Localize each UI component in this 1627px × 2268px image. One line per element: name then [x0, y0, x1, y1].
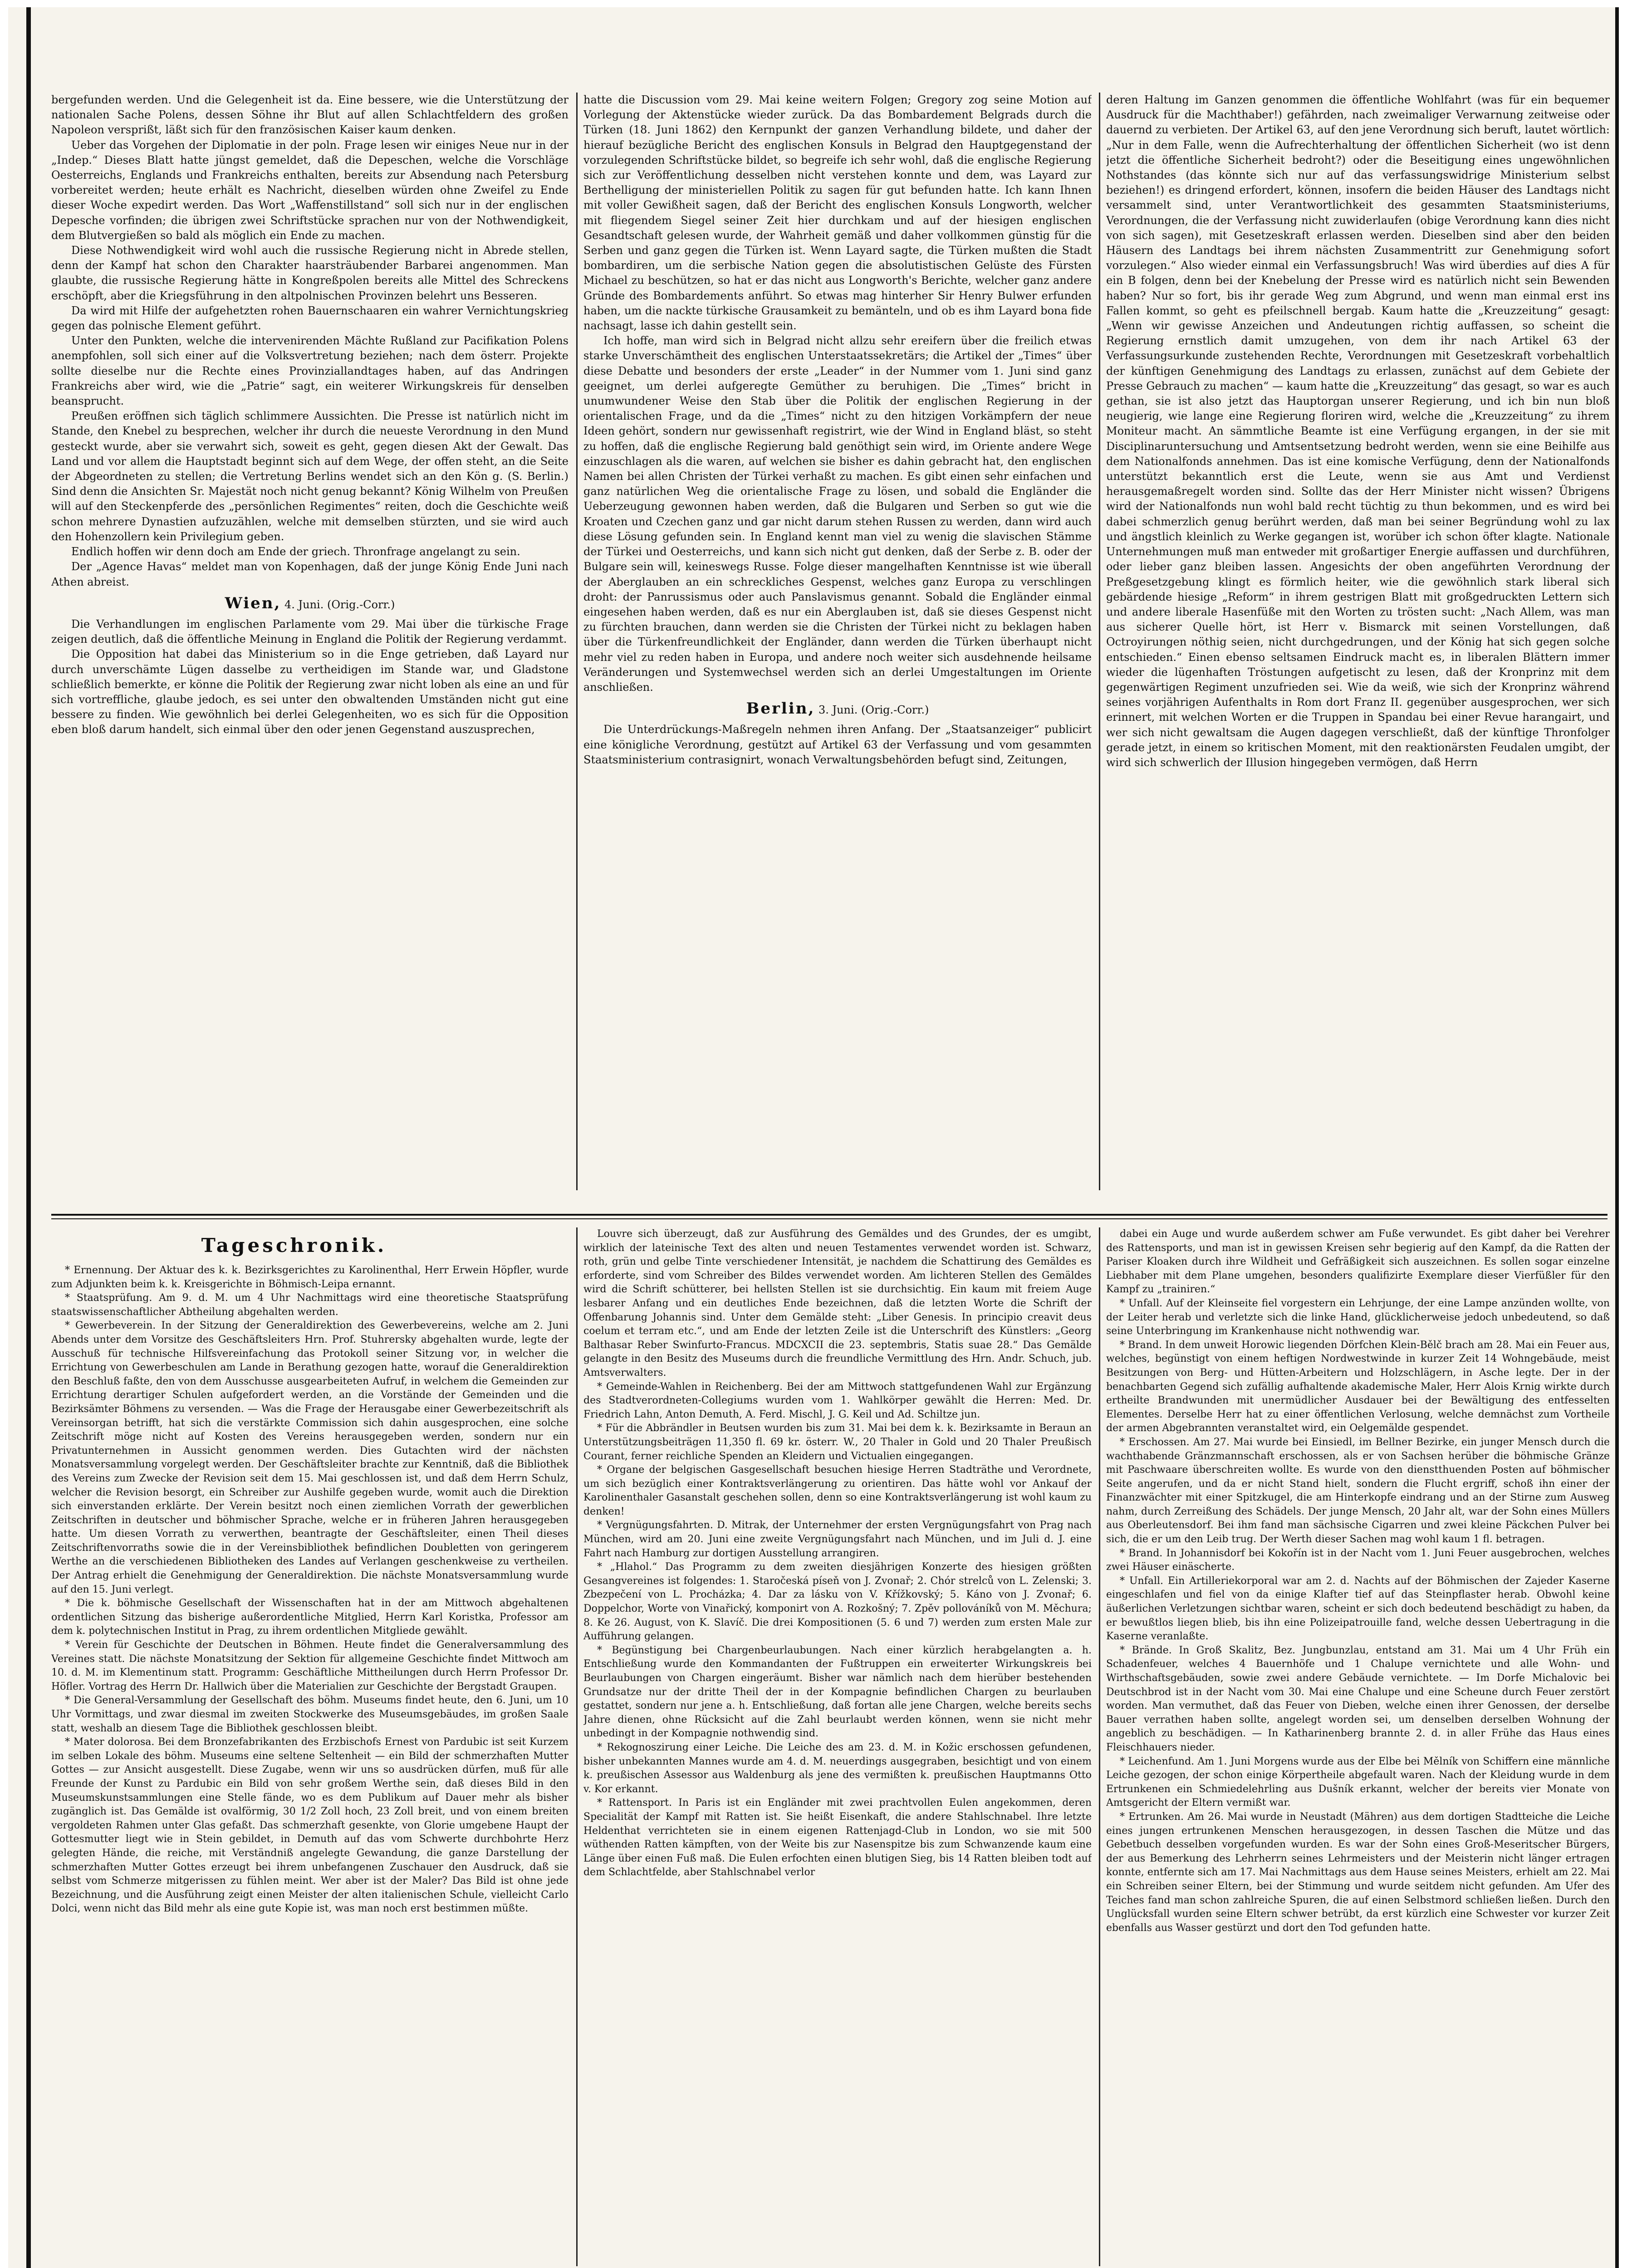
paragraph: bergefunden werden. Und die Gelegenheit ist da. Eine bessere, wie die Unterstützung der nationalen Sache Polens, dessen Söhne ihr Blut auf allen Schlachtfeldern des großen Napoleon versprißt, läßt sich für den französischen Kaiser kaum denken.	[51, 93, 568, 137]
news-item: * Gewerbeverein. In der Sitzung der Generaldirektion des Gewerbevereins, welche am 2. Juni Abends unter dem Vorsitze des Geschäftsleiters Hrn. Prof. Stuhrersky abgehalten wurde, legte der Ausschuß für technische Hilfsvereinfachung das Protokoll seiner Sitzung vor, in welcher die Errichtung von Gewerbeschulen am Lande in Berathung gezogen hatte, worauf die Generaldirektion den Beschluß faßte, den von dem Ausschusse ausgearbeiteten Aufruf, in welchem die Gemeinden zur Errichtung derartiger Schulen aufgefordert werden, an die Vorstände der Gemeinden und die Bezirksämter Böhmens zu versenden. — Was die Frage der Herausgabe einer Gewerbezeitschrift als Vereinsorgan betrifft, hat sich die verstärkte Commission sich dahin ausgesprochen, eine solche Zeitschrift möge nicht auf Kosten des Vereins herausgegeben werden, sondern nur ein Privatunternehmen in Aussicht genommen werden. Dies Gutachten wird der nächsten Monatsversammlung vorgelegt werden. Der Geschäftsleiter brachte zur Kenntniß, daß die Bibliothek des Vereins zum Zwecke der Revision seit dem 15. Mai geschlossen ist, und daß dem Herrn Schulz, welcher die Revision besorgt, ein Schreiber zur Aushilfe gegeben wurde, womit auch die Direktion sich einverstanden erklärte. Der Verein besitzt noch einen ziemlichen Vorrath der gewerblichen Zeitschriften in deutscher und böhmischer Sprache, welche er in früheren Jahren herausgegeben hatte. Um diesen Vorrath zu verwerthen, beantragte der Geschäftsleiter, einen Theil dieses Zeitschriftenvorraths sowie die in der Vereinsbibliothek befindlichen Doubletten von geringerem Werthe an die verschiedenen Bibliotheken des Landes auf Verlangen geschenkweise zu vertheilen. Der Antrag erhielt die Genehmigung der Generaldirektion. Die nächste Monatsversammlung wurde auf den 15. Juni verlegt.	[51, 1320, 568, 1595]
paragraph: Ich hoffe, man wird sich in Belgrad nicht allzu sehr ereifern über die freilich etwas starke Unverschämtheit des englischen Unterstaatssekretärs; die Artikel der „Times“ über diese Debatte und besonders der erste „Leader“ in der Nummer vom 1. Juni sind ganz geeignet, um derlei aufgeregte Gemüther zu beruhigen. Die „Times“ bricht in unumwundener Weise den Stab über die Politik der englischen Regierung in der orientalischen Frage, und da die „Times“ nicht zu den hitzigen Vorkämpfern der neue Ideen gehört, sondern nur gewissenhaft registrirt, wie der Wind in England bläst, so steht zu hoffen, daß die englische Regierung bald genöthigt sein wird, im Oriente andere Wege einzuschlagen als die waren, auf welchen sie bisher es dahin gebracht hat, den englischen Namen bei allen Christen der Türkei verhaßt zu machen. Es gibt einen sehr einfachen und ganz natürlichen Weg die orientalische Frage zu lösen, und sobald die Engländer die Ueberzeugung gewonnen haben werden, daß die Bulgaren und Serben so gut wie die Kroaten und Czechen ganz und gar nicht darum stehen Russen zu werden, dann wird auch diese Lösung gefunden sein. In England kennt man viel zu wenig die slavischen Stämme der Türkei und Oesterreichs, und kann sich nicht gut denken, daß der Serbe z. B. oder der Bulgare sein will, keineswegs Russe. Folge dieser mangelhaften Kenntnisse ist wie überall der Aberglauben an ein schreckliches Gespenst, welches ganz Europa zu verschlingen droht: der Panrussismus oder auch Panslavismus genannt. Sobald die Engländer einmal eingesehen haben werden, daß es nur ein Aberglauben ist, daß sie dieses Gespenst nicht zu fürchten brauchen, dann werden sie die Christen der Türkei nicht zu beklagen haben über die Türkenfreundlichkeit der Engländer, dann werden die Türken überhaupt nicht mehr viel zu reden haben in Europa, und andere noch weiter sich ausdehnende heilsame Veränderungen und Systemwechsel werden sich an derlei Umgestaltungen im Oriente anschließen.	[583, 334, 1092, 694]
top-column-2	[583, 93, 1092, 1190]
news-item: * Unfall. Ein Artilleriekorporal war am 2. d. Nachts auf der Böhmischen der Zajeder Kaserne eingeschlafen und fiel von da einige Klafter tief auf das Steinpflaster herab. Obwohl keine äußerlichen Verletzungen sichtbar waren, scheint er sich doch bedeutend beschädigt zu haben, da er bewußtlos liegen blieb, bis ihn eine Polizeipatrouille fand, welche dessen Uebertragung in die Kaserne veranlaßte.	[1106, 1575, 1610, 1642]
column-rule	[576, 1227, 578, 2266]
news-item: * Brand. In Johannisdorf bei Kokořín ist in der Nacht vom 1. Juni Feuer ausgebrochen, welches zwei Häuser einäscherte.	[1106, 1547, 1610, 1573]
right-page-edge	[1615, 7, 1619, 2268]
news-item: * Vergnügungsfahrten. D. Mitrak, der Unternehmer der ersten Vergnügungsfahrt von Prag nach München, wird am 20. Juni eine zweite Vergnügungsfahrt nach München, und im Juli d. J. eine Fahrt nach Hamburg zur dortigen Ausstellung arrangiren.	[583, 1520, 1092, 1559]
paragraph: Da wird mit Hilfe der aufgehetzten rohen Bauernschaaren ein wahrer Vernichtungskrieg gegen das polnische Element geführt.	[51, 304, 568, 332]
news-item: * Brände. In Groß Skalitz, Bez. Jungbunzlau, entstand am 31. Mai um 4 Uhr Früh ein Schadenfeuer, welches 4 Bauernhöfe und 1 Chalupe vernichtete und alle Wohn- und Wirthschaftsgebäuden, sowie zwei andere Gebäude vernichtete. — Im Dorfe Michalovic bei Deutschbrod ist in der Nacht vom 30. Mai eine Chalupe und eine Scheune durch Feuer zerstört worden. Man vermuthet, daß das Feuer von Dieben, welche einen ihrer Genossen, der derselbe Bauer verrathen haben sollte, angelegt worden sei, um denselben derselben Wohnung der angeblich zu beschädigen. — In Katharinenberg brannte 2. d. in aller Frühe das Haus eines Fleischhauers nieder.	[1106, 1644, 1610, 1753]
dateline-city: Berlin,	[746, 699, 815, 718]
news-item: * Die k. böhmische Gesellschaft der Wissenschaften hat in der am Mittwoch abgehaltenen ordentlichen Sitzung das bisherige außerordentliche Mitglied, Herrn Karl Koristka, Professor am dem k. polytechnischen Institut in Prag, zu ihrem ordentlichen Mitgliede gewählt.	[51, 1598, 568, 1637]
paragraph: Die Verhandlungen im englischen Parlamente vom 29. Mai über die türkische Frage zeigen deutlich, daß die öffentliche Meinung in England die Politik der Regierung verdammt.	[51, 617, 568, 646]
paragraph: hatte die Discussion vom 29. Mai keine weitern Folgen; Gregory zog seine Motion auf Vorlegung der Aktenstücke wieder zurück. Da das Bombardement Belgrads durch die Türken (18. Juni 1862) den Kernpunkt der ganzen Verhandlung bildete, und daher der hierauf bezügliche Bericht des englischen Konsuls in Belgrad den Hauptgegenstand der vorzulegenden Schriftstücke bildet, so begreife ich sehr wohl, daß die englische Regierung sich zur Veröffentlichung desselben nicht verstehen konnte und dem, was Layard zur Berthelligung der ministeriellen Politik zu sagen für gut befunden hatte. Ich kann Ihnen mit voller Gewißheit sagen, daß der Bericht des englischen Konsuls Longworth, welcher mit fliegendem Siegel seiner Zeit hier durchkam und auf der hiesigen englischen Gesandtschaft gelesen wurde, der Wahrheit gemäß und daher vollkommen günstig für die Serben und ganz gegen die Türken ist. Wenn Layard sagte, die Türken mußten die Stadt bombardiren, um die serbische Nation gegen die absolutistischen Gelüste des Fürsten Michael zu beschützen, so hat er das nicht aus Longworth's Berichte, welcher ganz andere Gründe des Bombardements anführt. So etwas mag hinterher Sir Henry Bulwer erfunden haben, um die nackte türkische Grausamkeit zu bemänteln, und ob es ihm Layard bona fide nachsagt, lasse ich dahin gestellt sein.	[583, 93, 1092, 332]
column-rule	[576, 93, 578, 1190]
section-rule	[51, 1214, 1607, 1216]
news-item: * Mater dolorosa. Bei dem Bronzefabrikanten des Erzbischofs Ernest von Pardubic ist seit Kurzem im selben Lokale des böhm. Museums eine seltene Seltenheit — ein Bild der schmerzhaften Mutter Gottes — zur Ansicht ausgestellt. Diese Zugabe, wenn wir uns so ausdrücken dürfen, muß für alle Freunde der Kunst zu Pardubic ein Bild von sehr großem Werthe sein, daß dieses Bild in den Museumskunstsammlungen eine Stelle fände, wo es dem Publikum auf Dauer mehr als bisher zugänglich ist. Das Gemälde ist ovalförmig, 30 1/2 Zoll hoch, 23 Zoll breit, und von einem breiten vergoldeten Rahmen unter Glas gefaßt. Das schmerzhaft gesenkte, von Glorie umgebene Haupt der Gottesmutter liegt wie in Stein gebildet, in Demuth auf das vom Schwerte durchbohrte Herz gelegten Hände, die reiche, mit Verständniß angelegte Gewandung, die ganze Darstellung der schmerzhaften Mutter Gottes erzeugt bei ihrem unbefangenen Zuschauer den Ausdruck, daß sie selbst vom Schmerze mitgerissen zu fühlen meint. Wer aber ist der Maler? Das Bild ist ohne jede Bezeichnung, und die Ausführung zeigt einen Meister der alten italienischen Schule, vielleicht Carlo Dolci, wenn nicht das Bild mehr als eine gute Kopie ist, was man noch erst bestimmen müßte.	[51, 1736, 568, 1915]
paragraph: Endlich hoffen wir denn doch am Ende der griech. Thronfrage angelangt zu sein.	[71, 545, 520, 558]
news-item: * Verein für Geschichte der Deutschen in Böhmen. Heute findet die Generalversammlung des Vereines statt. Die nächste Monatsitzung der Sektion für allgemeine Geschichte findet Mittwoch am 10. d. M. im Klementinum statt. Programm: Geschäftliche Mittheilungen durch Herrn Professor Dr. Höfler. Vortrag des Herrn Dr. Hallwich über die Materialien zur Geschichte der Bergstadt Graupen.	[51, 1639, 568, 1692]
news-item: * Staatsprüfung. Am 9. d. M. um 4 Uhr Nachmittags wird eine theoretische Staatsprüfung staatswissenschaftlicher Abtheilung abgehalten werden.	[51, 1292, 568, 1318]
news-item: * Leichenfund. Am 1. Juni Morgens wurde aus der Elbe bei Mělník von Schiffern eine männliche Leiche gezogen, der schon einige Körpertheile abgefault waren. Nach der Kleidung wurde in dem Ertrunkenen ein Schmiedelehrling aus Dušník erkannt, welcher der bereits vier Monate von Amtsgericht der Eltern vermißt war.	[1106, 1755, 1610, 1809]
paragraph: deren Haltung im Ganzen genommen die öffentliche Wohlfahrt (was für ein bequemer Ausdruck für die Machthaber!) gefährden, nach zweimaliger Verwarnung zeitweise oder dauernd zu verbieten. Der Artikel 63, auf den jene Verordnung sich beruft, lautet wörtlich: „Nur in dem Falle, wenn die Aufrechterhaltung der öffentlichen Sicherheit (wo ist denn jetzt die öffentliche Sicherheit bedroht?) oder die Beseitigung eines ungewöhnlichen Nothstandes (das könnte sich nur auf das verfassungswidrige Ministerium selbst beziehen!) es dringend erfordert, können, insofern die beiden Häuser des Landtags nicht versammelt sind, unter Verantwortlichkeit des gesammten Staatsministeriums, Verordnungen, die der Verfassung nicht zuwiderlaufen (obige Verordnung kann dies nicht von sich sagen), mit Gesetzeskraft erlassen werden. Dieselben sind aber den beiden Häusern des Landtags bei ihrem nächsten Zusammentritt zur Genehmigung sofort vorzulegen.“ Also wieder einmal ein Verfassungsbruch! Was wird überdies auf dies A für ein B folgen, denn bei der Knebelung der Presse wird es natürlich nicht sein Bewenden haben? Nur so fort, bis ihr gerade Weg zum Abgrund, und wenn man einmal erst ins Fallen kommt, so geht es pfeilschnell bergab. Kaum hatte die „Kreuzzeitung“ gesagt: „Wenn wir gewisse Anzeichen und Andeutungen richtig auffassen, so scheint die Regierung ernstlich damit umzugehen, von dem ihr nach Artikel 63 der Verfassungsurkunde zustehenden Rechte, Verordnungen mit Gesetzeskraft vorbehaltlich der künftigen Genehmigung des Landtags zu erlassen, zunächst auf dem Gebiete der Presse Gebrauch zu machen“ — kaum hatte die „Kreuzzeitung“ das gesagt, so war es auch gethan, sie ist also jetzt das Hauptorgan unserer Regierung, und ich bin nun bloß neugierig, wie lange eine Regierung floriren wird, welche die „Kreuzzeitung“ zu ihrem Moniteur macht. An sämmtliche Beamte ist eine Verfügung ergangen, in der sie mit Disciplinaruntersuchung und Amtsentsetzung bedroht werden, wenn sie eine Beihilfe aus dem Nationalfonds annehmen. Das ist eine komische Verfügung, denn der Nationalfonds unterstützt bekanntlich erst die Leute, wenn sie aus Amt und Verdienst herausgemaßregelt worden sind. Sollte das der Herr Minister nicht wissen? Übrigens wird der Nationalfonds nun wohl bald recht tüchtig zu thun bekommen, und es wird bei dabei schmerzlich genug berührt werden, daß man bei seiner Begründung wohl zu lax und ängstlich kleinlich zu Werke gegangen ist, worüber ich schon öfter klagte. Nationale Unternehmungen muß man entweder mit großartiger Energie auffassen und durchführen, oder lieber ganz bleiben lassen. Angesichts der oben angeführten Verordnung der Preßgesetzgebung klingt es förmlich heiter, wie die gewöhnlich stark liberal sich gebärdende hiesige „Reform“ in ihrem gestrigen Blatt mit großgedruckten Lettern sich und andere liberale Hasenfüße mit den Worten zu trösten sucht: „Nach Allem, was man aus sicherer Quelle hört, ist Herr v. Bismarck mit seinen Vorstellungen, daß Octroyirungen nöthig seien, nicht durchgedrungen, und der König hat sich gegen solche entschieden.“ Einen ebenso seltsamen Eindruck macht es, in liberalen Blättern immer wieder die lügenhaften Tröstungen aufgetischt zu lesen, daß der Kronprinz mit dem gegenwärtigen Regiment unzufrieden sei. Wie da weiß, wie sich der Kronprinz während seines vorjährigen Aufenthalts in Rom dort Franz II. gegenüber ausgesprochen, wer sich erinnert, mit welchen Worten er die Truppen in Spandau bei einer Revue harangairt, und wer sich nicht gewaltsam die Augen dagegen verschließt, daß der künftige Thronfolger gerade jetzt, in einem so kritischen Moment, mit den reaktionärsten Feudalen umgibt, der wird sich schwerlich der Illusion hingegeben vermögen, daß Herrn	[1106, 93, 1610, 769]
news-item: dabei ein Auge und wurde außerdem schwer am Fuße verwundet. Es gibt daher bei Verehrer des Rattensports, und man ist in gewissen Kreisen sehr begierig auf den Kampf, da die Ratten der Pariser Kloaken durch ihre Wildheit und Gefräßigkeit sich auszeichnen. Es sollen sogar einzelne Liebhaber mit dem Plane umgehen, besonders qualifizirte Exemplare dieser Vierfüßler für den Kampf zu „trainiren.“	[1106, 1228, 1610, 1295]
column-rule	[1099, 1227, 1100, 2266]
section-rule-thin	[51, 1218, 1607, 1219]
news-item: * Begünstigung bei Chargenbeurlaubungen. Nach einer kürzlich herabgelangten a. h. Entschließung wurde den Kommandanten der Fußtruppen ein erweiterter Wirkungskreis bei Beurlaubungen von Chargen eingeräumt. Bisher war nämlich nach dem hierüber bestehenden Grundsatze nur der dritte Theil der in der Kompagnie befindlichen Chargen zu beurlauben gestattet, sondern nur jene a. h. Entschließung, daß fortan alle jene Chargen, welche bereits sechs Jahre dienen, ohne Rücksicht auf die Zahl beurlaubt werden können, wenn sie nicht mehr unbedingt in der Kompagnie nothwendig sind.	[583, 1644, 1092, 1740]
news-item: * Erschossen. Am 27. Mai wurde bei Einsiedl, im Bellner Bezirke, ein junger Mensch durch die wachthabende Gränzmannschaft erschossen, als er von Sachsen herüber die böhmische Gränze mit Paschwaare überschreiten wollte. Es wurde von den dienstthuenden Posten auf böhmischer Seite angerufen, und da er nicht Stand hielt, sondern die Flucht ergriff, schoß ihn einer der Finanzwächter mit einer Spitzkugel, die am Hinterkopfe eindrang und an der Stirne zum Ausweg nahm, durch Zerreißung des Schädels. Der junge Mensch, 20 Jahr alt, war der Sohn eines Müllers aus Oberleutensdorf. Bei ihm fand man sächsische Cigarren und zwei kleine Päckchen Pulver bei sich, die er um den Leib trug. Der Werth dieser Sachen mag wohl kaum 1 fl. betragen.	[1106, 1436, 1610, 1545]
news-item: * Die General-Versammlung der Gesellschaft des böhm. Museums findet heute, den 6. Juni, um 10 Uhr Vormittags, und zwar diesmal im zweiten Stockwerke des Museumsgebäudes, im großen Saale statt, weshalb an diesem Tage die Bibliothek geschlossen bleibt.	[51, 1695, 568, 1734]
paragraph: Die Unterdrückungs-Maßregeln nehmen ihren Anfang. Der „Staatsanzeiger“ publicirt eine königliche Verordnung, gestützt auf Artikel 63 der Verfassung und vom gesammten Staatsministerium contrasignirt, wonach Verwaltungsbehörden befugt sind, Zeitungen,	[583, 723, 1092, 766]
news-item: * „Hlahol.“ Das Programm zu dem zweiten diesjährigen Konzerte des hiesigen größten Gesangvereines ist folgendes: 1. Staročeská píseň von J. Zvonař; 2. Chór strelců von L. Zelenski; 3. Zbezpečení von L. Procházka; 4. Dar za lásku von V. Křížkovský; 5. Káno von J. Zvonař; 6. Doppelchor, Worte von Vinařický, komponirt von A. Rozkošný; 7. Zpěv pollováníků von M. Měchura; 8. Ke 26. August, von K. Slavíč. Die drei Kompositionen (5. 6 und 7) werden zum ersten Male zur Aufführung gelangen.	[583, 1561, 1092, 1642]
dateline-vienna	[51, 596, 568, 612]
news-item: * Unfall. Auf der Kleinseite fiel vorgestern ein Lehrjunge, der eine Lampe anzünden wollte, von der Leiter herab und verletzte sich die linke Hand, glücklicherweise jedoch unbedeutend, so daß seine Unterbringung im Krankenhause nicht nothwendig war.	[1106, 1297, 1610, 1337]
news-item: * Brand. In dem unweit Horowic liegenden Dörfchen Klein-Bělč brach am 28. Mai ein Feuer aus, welches, begünstigt von einem heftigen Nordwestwinde in kurzer Zeit 14 Wohngebäude, meist Besitzungen von Berg- und Hütten-Arbeitern und Holzschlägern, in Asche legte. Der in der benachbarten Gegend sich zufällig aufhaltende akademische Maler, Herr Alois Krnig wirkte durch ertheilte Brandwunden mit unermüdlicher Ausdauer bei der Bewältigung des entfesselten Elementes. Derselbe Herr hat zu einer öffentlichen Verlosung, welche demnächst zum Vortheile der armen Abgebrannten veranstaltet wird, ein Oelgemälde gespendet.	[1106, 1339, 1610, 1434]
news-item: * Ernennung. Der Aktuar des k. k. Bezirksgerichtes zu Karolinenthal, Herr Erwein Höpfler, wurde zum Adjunkten beim k. k. Kreisgerichte in Böhmisch-Leipa ernannt.	[51, 1265, 568, 1290]
news-item: * Rattensport. In Paris ist ein Engländer mit zwei prachtvollen Eulen angekommen, deren Specialität der Kampf mit Ratten ist. Sie heißt Eisenkaft, die andere Stahlschnabel. Ihre letzte Heldenthat verrichteten sie in einem eigenen Rattenjagd-Club in London, wo sie mit 500 wüthenden Ratten kämpften, von der Weite bis zur Nasenspitze bis zum Schwanzende kaum eine Länge über einen Fuß maß. Die Eulen erfochten einen blutigen Sieg, bis 14 Ratten bleiben todt auf dem Schlachtfelde, aber Stahlschnabel verlor	[583, 1797, 1092, 1878]
chronik-column-3	[1106, 1227, 1610, 2264]
paragraph: Die Opposition hat dabei das Ministerium so in die Enge getrieben, daß Layard nur durch unverschämte Lügen dasselbe zu vertheidigen im Stande war, und Gladstone schließlich bemerkte, er könne die Politik der Regierung zwar nicht loben als eine an und für sich vortreffliche, glaube jedoch, es sei unter den obwaltenden Umständen nicht gut eine bessere zu finden. Wie gewöhnlich bei derlei Gelegenheiten, wo es sich für die Opposition eben bloß darum handelt, sich einmal über den oder jenen Gegenstand auszusprechen,	[51, 648, 568, 736]
paragraph: Ueber das Vorgehen der Diplomatie in der poln. Frage lesen wir einiges Neue nur in der „Indep.“ Dieses Blatt hatte jüngst gemeldet, daß die Depeschen, welche die Vorschläge Oesterreichs, Englands und Frankreichs enthalten, bereits zur Absendung nach Petersburg vorbereitet werden; heute erhält es Nachricht, dieselben würden ohne Zweifel zu Ende dieser Woche expedirt werden. Das Wort „Waffenstillstand“ soll sich nur in der englischen Depesche vorfinden; die übrigen zwei Schriftstücke sprachen nur von der Nothwendigkeit, dem Blutvergießen so bald als möglich ein Ende zu machen.	[51, 138, 568, 242]
paragraph: Der „Agence Havas“ meldet man von Kopenhagen, daß der junge König Ende Juni nach Athen abreist.	[51, 560, 568, 588]
top-column-1	[51, 93, 568, 1190]
paragraph: Preußen eröffnen sich täglich schlimmere Aussichten. Die Presse ist natürlich nicht im Stande, den Knebel zu besprechen, welcher ihr durch die neueste Verordnung in den Mund gesteckt wurde, aber sie verwahrt sich, soweit es geht, gegen diesen Akt der Gewalt. Das Land und vor allem die Hauptstadt beginnt sich auf dem Wege, der offen steht, an die Seite der Abgeordneten zu stellen; die Vertretung Berlins wendet sich an den Kön g. (S. Berlin.) Sind denn die Ansichten Sr. Majestät noch nicht genug bekannt? König Wilhelm von Preußen will auf den Steckenpferde des „persönlichen Regimentes“ reiten, doch die Geschichte weiß schon mehrere Dynastien aufzuzählen, welche mit demselben stürzten, und sie wird auch den Hohenzollern kein Privilegium geben.	[51, 410, 568, 543]
dateline-city: Wien,	[225, 594, 281, 612]
chronik-column-1	[51, 1264, 568, 2264]
news-item: Louvre sich überzeugt, daß zur Ausführung des Gemäldes und des Grundes, der es umgibt, wirklich der lateinische Text des alten und neuen Testamentes verwendet worden ist. Schwarz, roth, grün und gelbe Tinte verschiedener Intensität, je nachdem die Schattirung des Gemäldes es erforderte, sind vom Schreiber des Bildes verwendet worden. Am lichteren Stellen des Gemäldes wird die Schrift schütterer, bei hellsten Stellen ist sie durchsichtig. Ein kaum mit freiem Auge lesbarer Anfang und ein deutliches Ende bezeichnen, daß die letzten Worte die Schrift der Offenbarung Johannis sind. Unter dem Gemälde steht: „Liber Genesis. In principio creavit deus coelum et terram etc.“, und am Ende der letzten Zeile ist die Unterschrift des Künstlers: „Georg Balthasar Reber Swinfurto-Francus. MDCXCII die 23. septembris, Statis suae 28.“ Das Gemälde gelangte in den Besitz des Museums durch die freundliche Vermittlung des Hrn. Andr. Schuch, jub. Amtsverwalters.	[583, 1228, 1092, 1378]
section-heading-tageschronik: Tageschronik.	[201, 1234, 387, 1256]
dateline-berlin	[583, 701, 1092, 718]
dateline-date: 4. Juni. (Orig.-Corr.)	[284, 598, 395, 611]
column-rule	[1099, 93, 1100, 1190]
news-item: * Für die Abbrändler in Beutsen wurden bis zum 31. Mai bei dem k. k. Bezirksamte in Beraun an Unterstützungsbeiträgen 11,350 fl. 69 kr. österr. W., 20 Thaler in Gold und 20 Thaler Preußisch Courant, ferner reichliche Spenden an Kleidern und Victualien eingegangen.	[583, 1422, 1092, 1462]
news-item: * Ertrunken. Am 26. Mai wurde in Neustadt (Mähren) aus dem dortigen Stadtteiche die Leiche eines jungen ertrunkenen Menschen herausgezogen, in dessen Taschen die Mütze und das Gebetbuch desselben vorgefunden wurden. Es war der Sohn eines Groß-Meseritscher Bürgers, der aus Bemerkung des Lehrherrn seines Lehrmeisters und der Meisterin nicht länger ertragen konnte, entfernte sich am 17. Mai Nachmittags aus dem Hause seines Meisters, erhielt am 22. Mai ein Schreiben seiner Eltern, bei der Stimmung und wurde seitdem nicht gefunden. Am Ufer des Teiches fand man schon zahlreiche Spuren, die auf einen Selbstmord schließen ließen. Durch den Unglücksfall wurden seine Eltern schwer betrübt, da erst kürzlich eine Schwester vor kurzer Zeit ebenfalls aus Wasser gestürzt und dort den Tod gefunden hatte.	[1106, 1811, 1610, 1934]
paragraph: Diese Nothwendigkeit wird wohl auch die russische Regierung nicht in Abrede stellen, denn der Kampf hat schon den Charakter haarsträubender Barbarei angenommen. Man glaubte, die russische Regierung hätte in Kongreßpolen bereits alle Mittel des Schreckens erschöpft, aber die Kriegsführung in den altpolnischen Provinzen belehrt uns Besseren.	[51, 244, 568, 302]
chronik-column-2	[583, 1227, 1092, 2264]
dateline-date: 3. Juni. (Orig.-Corr.)	[818, 704, 929, 717]
news-item: * Organe der belgischen Gasgesellschaft besuchen hiesige Herren Stadträthe und Verordnete, um sich bezüglich einer Kontraktsverlängerung zu orientiren. Das hätte wohl vor Ankauf der Karolinenthaler Gasanstalt geschehen sollen, denn so eine Kontraktsverlängerung ist wohl kaum zu denken!	[583, 1464, 1092, 1517]
top-column-3	[1106, 93, 1610, 1190]
paragraph: Unter den Punkten, welche die intervenirenden Mächte Rußland zur Pacifikation Polens anempfohlen, soll sich einer auf die Volksvertretung beziehen; nach dem österr. Projekte sollte dieselbe nur die Rechte eines Provinziallandtages haben, auf das Andringen Frankreichs aber wird, wie die „Patrie“ sagt, ein weiterer Wirkungskreis für denselben beansprucht.	[51, 334, 568, 408]
news-item: * Rekognoszirung einer Leiche. Die Leiche des am 23. d. M. in Kožic erschossen gefundenen, bisher unbekannten Mannes wurde am 4. d. M. neuerdings ausgegraben, besichtigt und von einem k. preußischen Assessor aus Waldenburg als jene des vermißten k. preußischen Hauptmanns Otto v. Kor erkannt.	[583, 1741, 1092, 1795]
left-binding-edge	[26, 7, 31, 2268]
news-item: * Gemeinde-Wahlen in Reichenberg. Bei der am Mittwoch stattgefundenen Wahl zur Ergänzung des Stadtverordneten-Collegiums wurden vom 1. Wahlkörper gewählt die Herren: Med. Dr. Friedrich Lahn, Anton Demuth, A. Ferd. Mischl, J. G. Keil und Ad. Schiltze jun.	[583, 1381, 1092, 1420]
newspaper-page	[8, 7, 1619, 2268]
